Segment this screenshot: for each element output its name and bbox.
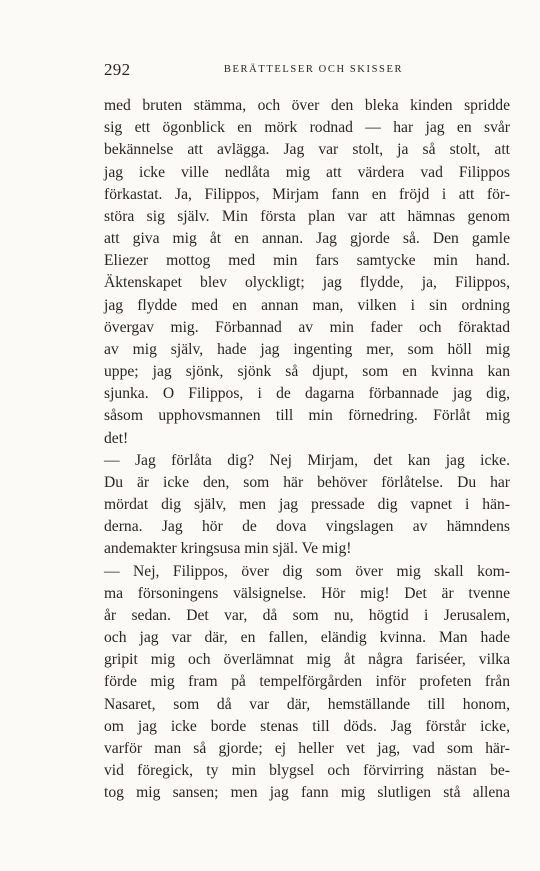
page-number: 292 xyxy=(104,60,131,79)
text-line: — Jag förlåta dig? Nej Mirjam, det kan jag icke. xyxy=(104,451,510,469)
text-line: vid föregick, ty min blygsel och förvirring nästan be- xyxy=(104,762,510,780)
text-line: av mig själv, hade jag ingenting mer, som höll mig xyxy=(104,340,510,358)
text-line: sjunka. O Filippos, i de dagarna förbannade jag dig, xyxy=(104,385,510,403)
text-line: Nasaret, som då var där, hemställande till honom, xyxy=(104,695,510,713)
body-text xyxy=(104,95,510,805)
text-line: och jag var där, en fallen, eländig kvinna. Man hade xyxy=(104,629,510,647)
text-line: Äktenskapet blev olyckligt; jag flydde, ja, Filippos, xyxy=(104,274,510,292)
text-line: jag flydde med en annan man, vilken i sin ordning xyxy=(104,296,510,314)
page-header xyxy=(104,60,509,84)
text-line: tog mig sansen; men jag fann mig slutligen stå allena xyxy=(104,784,510,802)
text-line: övergav mig. Förbannad av min fader och föraktad xyxy=(104,318,510,336)
text-line: störa sig själv. Min första plan var att hämnas genom xyxy=(104,207,510,225)
text-line: det! xyxy=(104,429,129,447)
text-line: sig ett ögonblick en mörk rodnad — har jag en svår xyxy=(104,119,510,137)
running-head: BERÄTTELSER OCH SKISSER xyxy=(223,64,404,75)
text-line: mördat dig själv, men jag pressade dig vapnet i hän- xyxy=(104,496,510,514)
text-line: såsom upphovsmannen till min förnedring. Förlåt mig xyxy=(104,407,510,425)
text-line: ma försoningens välsignelse. Hör mig! Det är tvenne xyxy=(104,584,510,602)
text-line: med bruten stämma, och över den bleka kinden spridde xyxy=(104,97,510,114)
text-line: förde mig fram på tempelförgården inför profeten från xyxy=(104,673,510,691)
text-line: förkastat. Ja, Filippos, Mirjam fann en fröjd i att för- xyxy=(104,185,510,203)
text-line: varför man så gjorde; ej heller vet jag, vad som här- xyxy=(104,739,510,757)
text-line: — Nej, Filippos, över dig som över mig skall kom- xyxy=(104,562,510,580)
text-line: jag icke ville nedlåta mig att värdera vad Filippos xyxy=(104,163,510,181)
text-line: uppe; jag sjönk, sjönk så djupt, som en kvinna kan xyxy=(104,363,510,381)
text-line: gripit mig och överlämnat mig åt några fariséer, vilka xyxy=(104,651,510,669)
text-line: derna. Jag hör de dova vingslagen av hämndens xyxy=(104,518,510,536)
text-line: om jag icke borde stenas till döds. Jag förstår icke, xyxy=(104,717,510,735)
text-line: att giva mig åt en annan. Jag gjorde så. Den gamle xyxy=(104,230,510,248)
text-line: bekännelse att avlägga. Jag var stolt, ja så stolt, att xyxy=(104,141,510,159)
text-line: år sedan. Det var, då som nu, högtid i Jerusalem, xyxy=(104,606,510,624)
text-line: Eliezer mottog med min fars samtycke min hand. xyxy=(104,252,510,270)
text-line: andemakter kringsusa min själ. Ve mig! xyxy=(104,540,352,558)
text-line: Du är icke den, som här behöver förlåtelse. Du har xyxy=(104,473,510,491)
